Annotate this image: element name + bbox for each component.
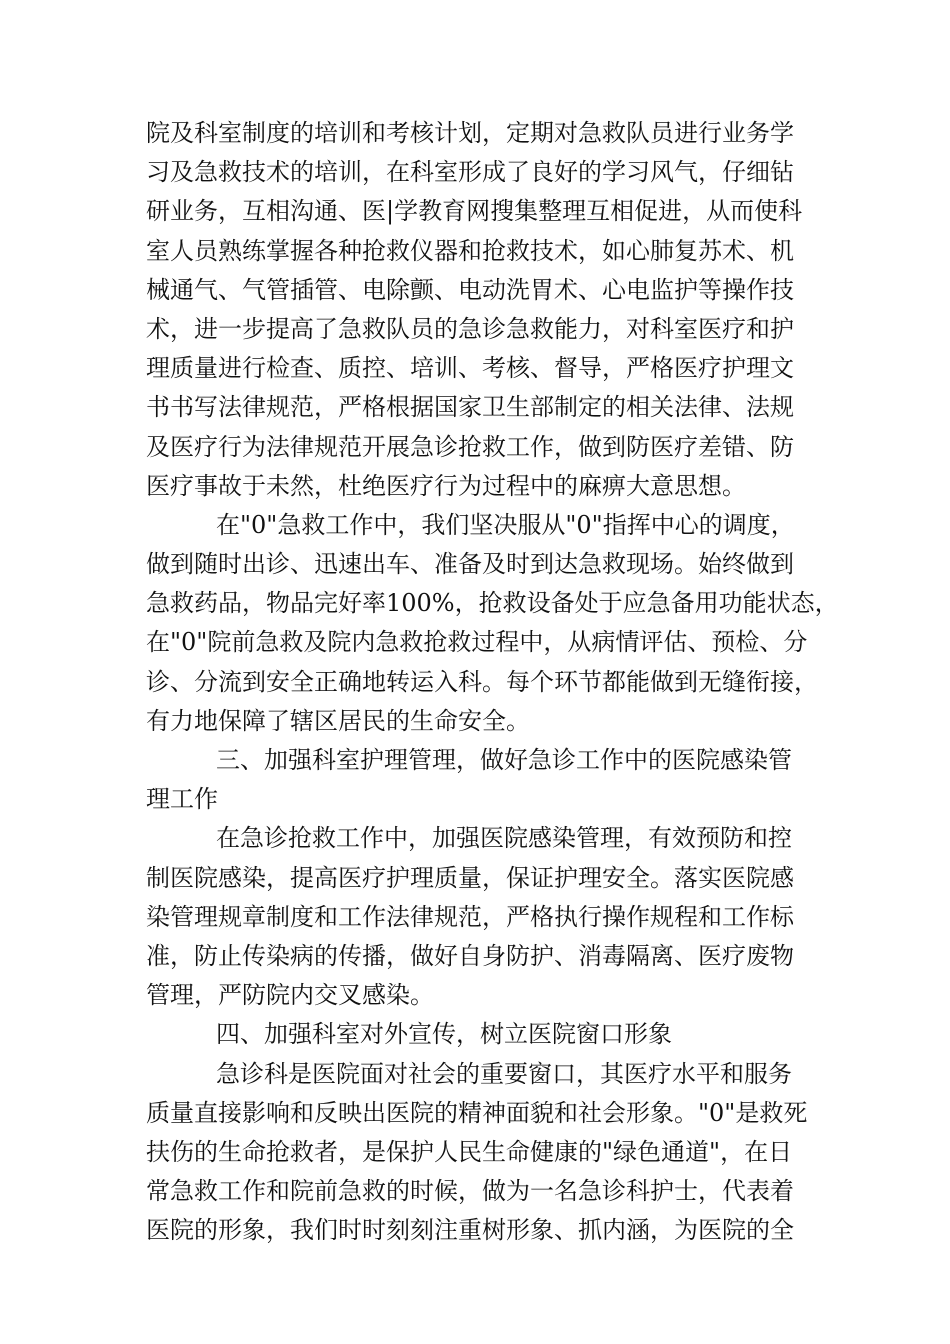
text-line: 染管理规章制度和工作法律规范，严格执行操作规程和工作标	[146, 902, 794, 931]
text-line: 急救药品，物品完好率100%，抢救设备处于应急备用功能状态，	[146, 589, 839, 618]
text-line: 理质量进行检查、质控、培训、考核、督导，严格医疗护理文	[146, 354, 794, 383]
paragraph-first-line: 在急诊抢救工作中，加强医院感染管理，有效预防和控	[216, 824, 792, 853]
text-line: 准，防止传染病的传播，做好自身防护、消毒隔离、医疗废物	[146, 941, 794, 970]
text-line: 管理，严防院内交叉感染。	[146, 981, 434, 1010]
text-line: 扶伤的生命抢救者，是保护人民生命健康的"绿色通道"，在日	[146, 1137, 793, 1166]
text-line: 习及急救技术的培训，在科室形成了良好的学习风气，仔细钻	[146, 158, 794, 187]
text-line: 医疗事故于未然，杜绝医疗行为过程中的麻痹大意思想。	[146, 471, 746, 500]
text-line: 研业务，互相沟通、医|学教育网搜集整理互相促进，从而使科	[146, 197, 803, 226]
text-line: 理工作	[146, 785, 218, 814]
text-line: 做到随时出诊、迅速出车、准备及时到达急救现场。始终做到	[146, 550, 794, 579]
text-line: 术，进一步提高了急救队员的急诊急救能力，对科室医疗和护	[146, 314, 794, 343]
text-line: 院及科室制度的培训和考核计划，定期对急救队员进行业务学	[146, 119, 794, 147]
text-line: 械通气、气管插管、电除颤、电动洗胃术、心电监护等操作技	[146, 275, 794, 304]
text-line: 常急救工作和院前急救的时候，做为一名急诊科护士，代表着	[146, 1177, 794, 1206]
text-line: 有力地保障了辖区居民的生命安全。	[146, 706, 530, 735]
body-text	[146, 114, 839, 1250]
paragraph-first-line: 四、加强科室对外宣传，树立医院窗口形象	[216, 1020, 672, 1049]
text-line: 在"0"院前急救及院内急救抢救过程中，从病情评估、预检、分	[146, 628, 808, 657]
text-line: 室人员熟练掌握各种抢救仪器和抢救技术，如心肺复苏术、机	[146, 236, 794, 265]
text-line: 及医疗行为法律规范开展急诊抢救工作，做到防医疗差错、防	[146, 432, 794, 461]
text-line: 医院的形象，我们时时刻刻注重树形象、抓内涵，为医院的全	[146, 1216, 794, 1245]
paragraph-first-line: 在"0"急救工作中，我们坚决服从"0"指挥中心的调度，	[216, 510, 795, 539]
paragraph-first-line: 急诊科是医院面对社会的重要窗口，其医疗水平和服务	[216, 1059, 792, 1088]
text-line: 制医院感染，提高医疗护理质量，保证护理安全。落实医院感	[146, 863, 794, 892]
text-line: 书书写法律规范，严格根据国家卫生部制定的相关法律、法规	[146, 393, 794, 422]
text-line: 质量直接影响和反映出医院的精神面貌和社会形象。"0"是救死	[146, 1098, 808, 1127]
paragraph-first-line: 三、加强科室护理管理，做好急诊工作中的医院感染管	[216, 746, 792, 774]
text-line: 诊、分流到安全正确地转运入科。每个环节都能做到无缝衔接，	[146, 667, 818, 696]
